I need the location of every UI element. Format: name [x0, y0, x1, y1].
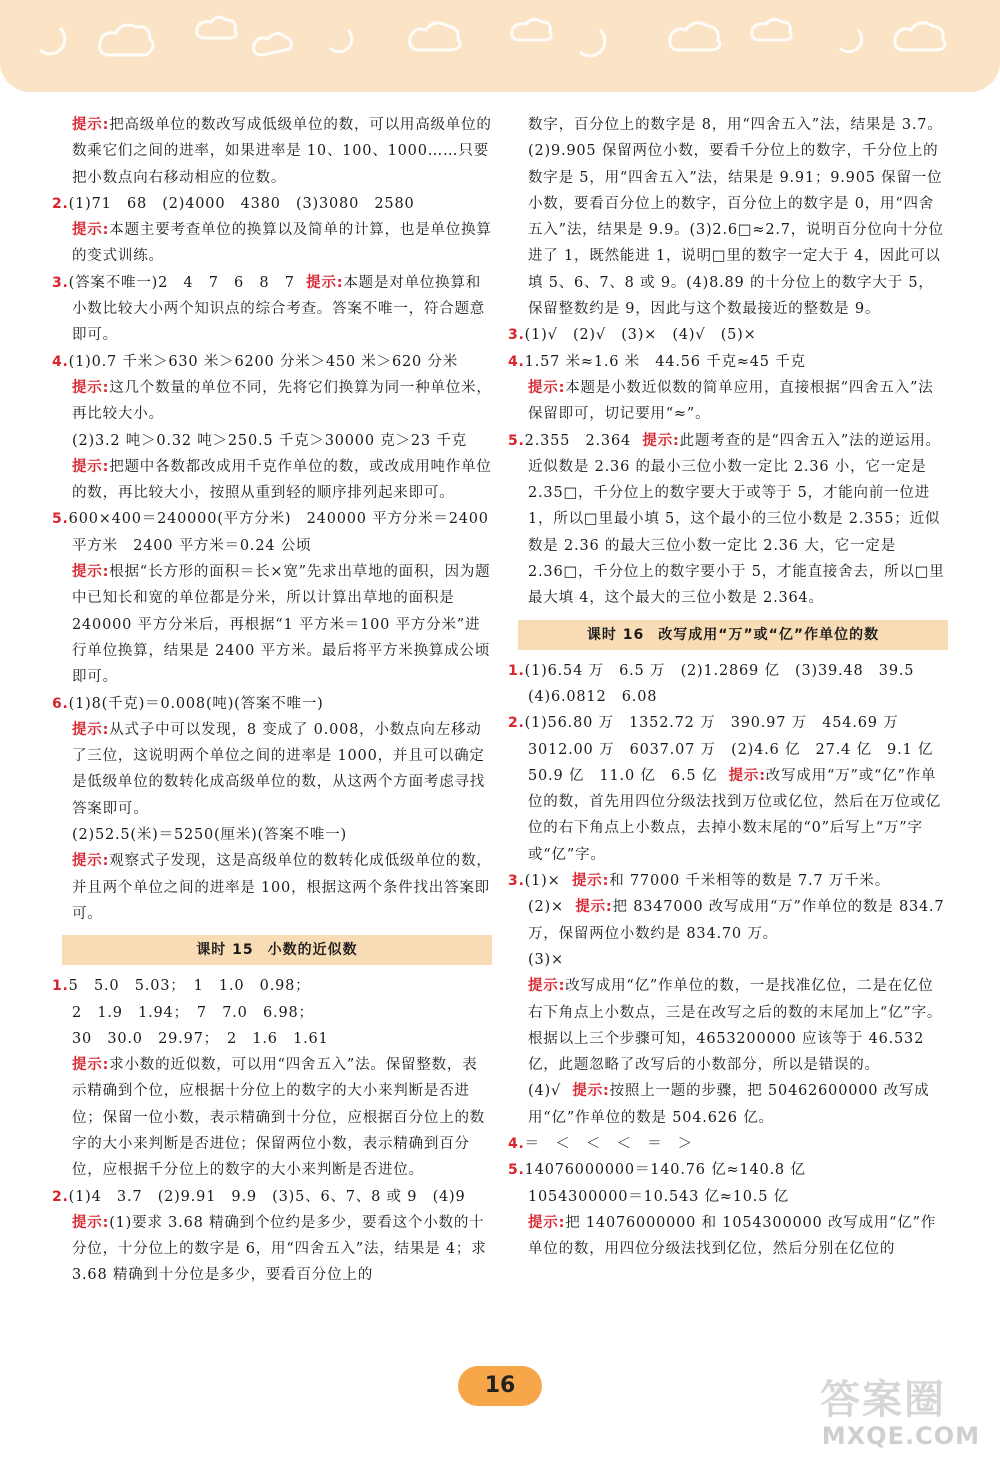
- question-4-hint: [508, 375, 948, 428]
- hint-label: 提示:: [728, 767, 766, 784]
- answer-text: 600×400＝240000(平方分米) 240000 平方分米＝2400 平方米 2400 平方米＝0.24 公顷: [68, 511, 489, 554]
- answer-text: (1)0.7 千米＞630 米＞6200 分米＞450 米＞620 分米: [68, 353, 459, 370]
- lesson15-question-1-hint: [52, 1052, 492, 1183]
- section-title-lesson-15: [62, 935, 492, 965]
- hint-label: 提示:: [72, 564, 110, 581]
- watermark-url: MXQE.COM: [821, 1422, 980, 1450]
- section-label: 课时 15: [196, 942, 254, 959]
- hint-text: 把题中各数都改成用千克作单位的数，或改成用吨作单位的数，再比较大小，按照从重到轻的顺序排列起来即可。: [72, 458, 492, 502]
- section-label: 课时 16: [586, 626, 645, 643]
- answer-row: 1054300000＝10.543 亿≈10.5 亿: [528, 1188, 789, 1205]
- question-number: 3.: [508, 327, 525, 344]
- hint-text: 求小数的近似数，可以用“四舍五入”法。保留整数，表示精确到个位，应根据十分位上的数字的大小来判断是否进位；保留一位小数，表示精确到十分位，应根据百分位上的数字的大小来判断是否进位；保留两位小数，表示精确到百分位，应根据千分位上的数字的大小来判断是否进位。: [72, 1057, 486, 1179]
- hint-label: 提示:: [72, 721, 110, 738]
- question-4-hint-2: [52, 454, 492, 507]
- hint-text: 把 14076000000 和 1054300000 改写成用“亿”作单位的数，用四位分级法找到亿位，然后分别在亿位的: [528, 1214, 937, 1258]
- question-number: 1.: [52, 978, 69, 995]
- answer-text: ＝ ＜ ＜ ＜ ＝ ＞: [524, 1135, 693, 1152]
- answer-text: (答案不唯一)2 4 7 6 8 7: [68, 274, 295, 291]
- header-decoration-band: [0, 0, 1000, 92]
- question-3: [52, 270, 492, 349]
- page-number-badge: [458, 1366, 542, 1406]
- hint-text: 本题是小数近似数的简单应用，直接根据“四舍五入”法保留即可，切记要用“≈”。: [528, 379, 934, 423]
- answer-row: 2 1.9 1.94； 7 7.0 6.98；: [72, 1004, 314, 1021]
- question-number: 4.: [508, 353, 525, 370]
- question-2: [52, 191, 492, 217]
- hint-label: 提示:: [72, 222, 110, 239]
- lesson15-question-2-hint: [52, 1210, 492, 1289]
- lesson16-question-5: [508, 1157, 948, 1183]
- answer-row: 30 30.0 29.97； 2 1.6 1.61: [72, 1030, 329, 1047]
- question-number: 3.: [52, 274, 69, 291]
- question-5-hint: [52, 559, 492, 690]
- cloud-moon-decoration-icon: [0, 0, 1000, 92]
- question-number: 6.: [52, 695, 69, 712]
- hint-text: (1)要求 3.68 精确到个位约是多少，要看这个小数的十分位，十分位上的数字是 6，用“四舍五入”法，结果是 4；求 3.68 精确到十分位是多少，要看百分位上的: [72, 1214, 487, 1284]
- section-heading: 小数的近似数: [267, 942, 358, 959]
- hint-text: 从式子中可以发现，8 变成了 0.008，小数点向左移动了三位，这说明两个单位之间的进率是 1000，并且可以确定是低级单位的数转化成高级单位的数，从这两个方面考虑寻找答案即可。: [72, 721, 486, 817]
- lesson16-question-1: [508, 658, 948, 684]
- question-3: [508, 322, 948, 348]
- hint-label: 提示:: [575, 899, 613, 916]
- hint-label: 提示:: [572, 1083, 610, 1100]
- section-title-lesson-16: [518, 620, 948, 650]
- question-6-hint: [52, 717, 492, 822]
- answer-text: (2)×: [528, 899, 564, 916]
- hint-text: 把高级单位的数改写成低级单位的数，可以用高级单位的数乘它们之间的进率，如果进率是 10、100、1000……只要把小数点向右移动相应的位数。: [72, 117, 492, 186]
- lesson15-question-2: [52, 1184, 492, 1210]
- hint-text: 这几个数量的单位不同，先将它们换算为同一种单位米，再比较大小。: [72, 379, 492, 423]
- section-heading: 改写成用“万”或“亿”作单位的数: [658, 626, 880, 643]
- question-2-hint: [52, 217, 492, 270]
- hint-text: 改写成用“亿”作单位的数，一是找准亿位，二是在亿位右下角点上小数点，三是在改写之后的数的末尾加上“亿”字。根据以上三个步骤可知，4653200000 应该等于 46.532 亿，此题忽略了改写后的小数部分，所以是错误的。: [528, 978, 943, 1074]
- question-5: [508, 428, 948, 612]
- lesson16-question-3-part-4: [508, 1078, 948, 1131]
- question-6-hint-2: [52, 848, 492, 927]
- question-5: [52, 506, 492, 559]
- hint-label: 提示:: [72, 853, 110, 870]
- answer-text: (1)8(千克)＝0.008(吨)(答案不唯一): [68, 695, 324, 712]
- hint-text: 本题是对单位换算和小数比较大小两个知识点的综合考查。答案不唯一，符合题意即可。: [72, 274, 486, 344]
- hint-text: 根据“长方形的面积＝长×宽”先求出草地的面积，因为题中已知长和宽的单位都是分米，所以计算出草地的面积是 240000 平方分米后，再根据“1 平方米＝100 平方分米”进行单位换算，结果是 2400 平方米。最后将平方米换算成公顷即可。: [72, 564, 491, 686]
- hint-text: 按照上一题的步骤，把 50462600000 改写成用“亿”作单位的数是 504.626 亿。: [528, 1083, 930, 1126]
- hint-text: 和 77000 千米相等的数是 7.7 万千米。: [609, 873, 891, 890]
- hint-label: 提示:: [571, 873, 610, 890]
- question-number: 5.: [508, 1162, 525, 1179]
- hint-label: 提示:: [72, 1214, 110, 1231]
- answer-text: (4)√: [528, 1083, 561, 1100]
- watermark-logo: 答案圈: [820, 1377, 946, 1423]
- question-number: 4.: [508, 1135, 525, 1152]
- lesson16-question-3-hint-3: [508, 973, 948, 1078]
- answer-text: (1)56.80 万 1352.72 万 390.97 万 454.69 万 3012.00 万 6037.07 万 (2)4.6 亿 27.4 亿 9.1 亿 50.9 亿 11.0 亿 6.5 亿: [524, 715, 949, 784]
- hint-label: 提示:: [72, 379, 110, 396]
- answer-row: 5 5.0 5.03； 1 1.0 0.98；: [68, 978, 311, 995]
- question-4: [52, 349, 492, 375]
- hint-text: 把 8347000 改写成用“万”作单位的数是 834.7 万，保留两位小数约是 834.70 万。: [528, 899, 945, 942]
- lesson16-question-3-part-3: (3)×: [528, 951, 564, 968]
- left-column: [52, 112, 492, 1289]
- lesson16-question-5-hint: [508, 1210, 948, 1263]
- answer-text: (1)4 3.7 (2)9.91 9.9 (3)5、6、7、8 或 9 (4)9: [68, 1188, 466, 1205]
- answer-text: 14076000000＝140.76 亿≈140.8 亿: [524, 1162, 806, 1179]
- question-number: 5.: [52, 511, 69, 528]
- question-6-answer-2: (2)52.5(米)＝5250(厘米)(答案不唯一): [72, 827, 347, 844]
- answer-text: (1)√ (2)√ (3)× (4)√ (5)×: [524, 327, 757, 344]
- hint-label: 提示:: [528, 379, 566, 396]
- question-number: 3.: [508, 873, 525, 890]
- hint-label: 提示:: [642, 432, 680, 449]
- answer-text: 2.355 2.364: [524, 432, 631, 449]
- intro-hint: [52, 112, 492, 191]
- hint-label: 提示:: [306, 274, 344, 291]
- hint-continuation: 数字，百分位上的数字是 8，用“四舍五入”法，结果是 3.7。(2)9.905 保留两位小数，要看千分位上的数字，千分位上的数字是 5，用“四舍五入”法，结果是 9.91；9.905 保留一位小数，要看百分位上的数字，百分位上的数字是 0，用“四舍五入”法，结果是 9.9。(3)2.6□≈2.7，说明百分位向十分位进了 1，既然能进 1，说明□里的数字一定大于 4，因此可以填 5、6、7、8 或 9。(4)8.89 的十分位上的数字大于 5，保留整数约是 9，因此与这个数最接近的整数是 9。: [528, 117, 944, 318]
- question-number: 2.: [52, 195, 69, 212]
- right-column: [508, 112, 948, 1262]
- lesson16-question-3-part-2: [508, 894, 948, 947]
- hint-label: 提示:: [72, 1057, 110, 1074]
- answer-text: (1)6.54 万 6.5 万 (2)1.2869 亿 (3)39.48 39.5: [524, 662, 915, 679]
- question-4: [508, 349, 948, 375]
- hint-label: 提示:: [528, 1214, 566, 1231]
- lesson15-question-1: [52, 973, 492, 999]
- question-number: 2.: [52, 1188, 69, 1205]
- question-number: 4.: [52, 353, 69, 370]
- question-6: [52, 691, 492, 717]
- lesson16-question-4: [508, 1131, 948, 1157]
- hint-text: 观察式子发现，这是高级单位的数转化成低级单位的数，并且两个单位之间的进率是 100，根据这两个条件找出答案即可。: [72, 853, 492, 922]
- hint-text: 本题主要考查单位的换算以及简单的计算，也是单位换算的变式训练。: [72, 222, 492, 265]
- lesson16-question-2: [508, 710, 948, 868]
- answer-row: (4)6.0812 6.08: [528, 688, 658, 705]
- question-number: 1.: [508, 662, 525, 679]
- hint-text: 改写成用“万”或“亿”作单位的数，首先用四位分级法找到万位或亿位，然后在万位或亿位的右下角点上小数点，去掉小数末尾的“0”后写上“万”字或“亿”字。: [528, 767, 942, 863]
- hint-text: 此题考查的是“四舍五入”法的逆运用。近似数是 2.36 的最小三位小数一定比 2.36 小，它一定是 2.35□，千分位上的数字要大于或等于 5，才能向前一位进 1，所以□里最小填 5，这个最小的三位小数是 2.355；近似数是 2.36 的最大三位小数一定比 2.36 大，它一定是 2.36□，千分位上的数字要小于 5，才能直接舍去，所以□里最大填 4，这个最大的三位小数是 2.364。: [528, 432, 945, 607]
- question-number: 5.: [508, 432, 525, 449]
- hint-label: 提示:: [528, 978, 566, 995]
- hint-label: 提示:: [72, 458, 110, 475]
- question-4-answer-2: (2)3.2 吨＞0.32 吨＞250.5 千克＞30000 克＞23 千克: [72, 432, 467, 449]
- hint-label: 提示:: [72, 117, 110, 133]
- page-number: 16: [484, 1373, 516, 1398]
- answer-text: (1)71 68 (2)4000 4380 (3)3080 2580: [68, 195, 415, 212]
- answer-text: (1)×: [524, 873, 561, 890]
- question-4-hint: [52, 375, 492, 428]
- answer-text: 1.57 米≈1.6 米 44.56 千克≈45 千克: [524, 353, 806, 370]
- lesson16-question-3: [508, 868, 948, 894]
- question-number: 2.: [508, 715, 525, 732]
